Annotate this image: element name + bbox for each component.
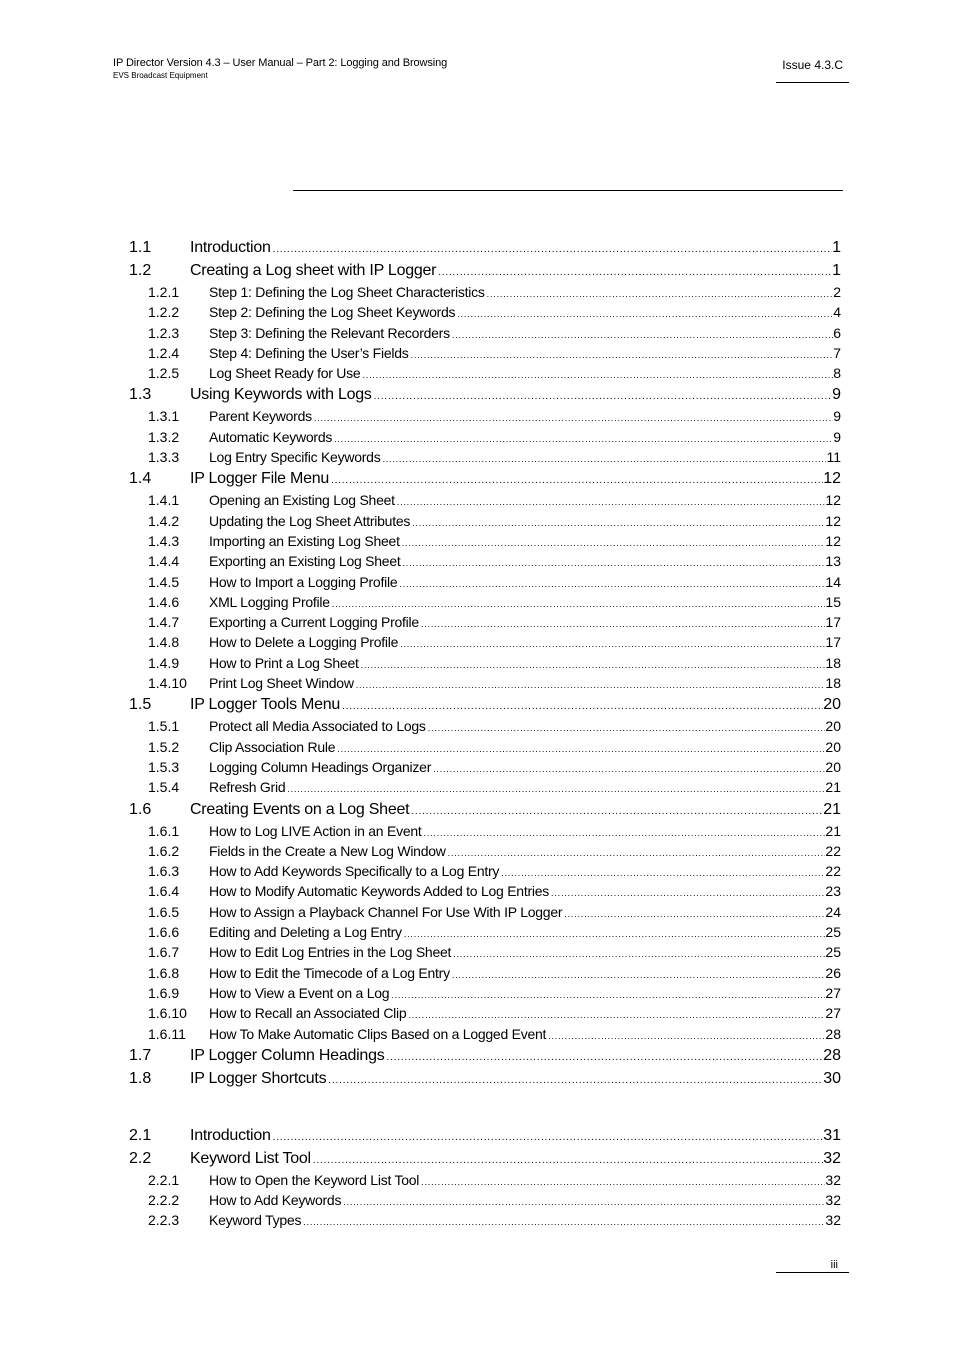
toc-entry-number: 1.6.10 bbox=[148, 1005, 187, 1022]
toc-entry[interactable] bbox=[129, 406, 841, 426]
toc-entry-title[interactable]: How to Delete a Logging Profile bbox=[209, 634, 399, 651]
toc-entry-number: 1.4.8 bbox=[148, 634, 180, 651]
toc-dot-leader bbox=[359, 655, 826, 675]
toc-dot-leader bbox=[354, 675, 826, 695]
toc-dot-leader bbox=[485, 284, 834, 304]
toc-entry-page[interactable]: 7 bbox=[833, 344, 841, 361]
toc-entry-title[interactable]: Editing and Deleting a Log Entry bbox=[209, 924, 402, 941]
toc-entry-title[interactable]: Automatic Keywords bbox=[209, 428, 333, 445]
toc-entry-title[interactable]: How to Add Keywords bbox=[209, 1192, 342, 1209]
toc-dot-leader bbox=[426, 718, 826, 738]
toc-entry-title[interactable]: IP Logger File Menu bbox=[190, 470, 330, 488]
toc-entry[interactable] bbox=[129, 632, 841, 652]
toc-dot-leader bbox=[330, 594, 826, 614]
section-divider bbox=[293, 190, 843, 191]
toc-entry-number: 2.2.3 bbox=[148, 1212, 180, 1229]
toc-dot-leader bbox=[335, 739, 825, 759]
toc-entry[interactable] bbox=[129, 693, 841, 716]
toc-entry[interactable] bbox=[129, 777, 841, 797]
toc-entry-number: 1.8 bbox=[129, 1069, 152, 1087]
toc-entry[interactable] bbox=[129, 572, 841, 592]
toc-entry-title[interactable]: How To Make Automatic Clips Based on a Logged Event bbox=[209, 1025, 547, 1042]
toc-dot-leader bbox=[562, 904, 825, 924]
toc-entry[interactable] bbox=[129, 302, 841, 322]
toc-dot-leader bbox=[395, 492, 826, 512]
toc-entry-number: 1.4.2 bbox=[148, 512, 180, 529]
toc-entry[interactable] bbox=[129, 673, 841, 693]
toc-entry-page[interactable]: 20 bbox=[823, 696, 841, 714]
toc-entry-title[interactable]: Opening an Existing Log Sheet bbox=[209, 492, 395, 509]
toc-entry-number: 1.6.7 bbox=[148, 944, 180, 961]
toc-entry-page[interactable]: 32 bbox=[825, 1192, 841, 1209]
toc-entry[interactable] bbox=[129, 363, 841, 383]
toc-dot-leader bbox=[384, 1046, 823, 1069]
toc-dot-leader bbox=[380, 449, 826, 469]
toc-dot-leader bbox=[450, 965, 826, 985]
toc-entry[interactable] bbox=[129, 653, 841, 673]
toc-dot-leader bbox=[372, 385, 832, 408]
toc-dot-leader bbox=[402, 924, 826, 944]
toc-dot-leader bbox=[546, 1026, 825, 1046]
toc-entry-page[interactable]: 22 bbox=[825, 863, 841, 880]
toc-entry-page[interactable]: 2 bbox=[833, 284, 841, 300]
toc-entry-title[interactable]: How to Assign a Playback Channel For Use With IP Logger bbox=[209, 903, 563, 920]
toc-entry-number: 1.4.10 bbox=[148, 675, 187, 692]
toc-entry-page[interactable]: 9 bbox=[832, 386, 841, 404]
toc-entry-page[interactable]: 27 bbox=[825, 1005, 841, 1022]
toc-entry-page[interactable]: 27 bbox=[825, 984, 841, 1001]
toc-dot-leader bbox=[455, 304, 833, 324]
toc-entry-page[interactable]: 31 bbox=[823, 1126, 841, 1144]
toc-dot-leader bbox=[410, 513, 825, 533]
toc-entry[interactable] bbox=[129, 983, 841, 1003]
toc-dot-leader bbox=[431, 759, 825, 779]
toc-dot-leader bbox=[332, 429, 833, 449]
toc-entry-page[interactable]: 32 bbox=[823, 1149, 841, 1167]
toc-entry-title[interactable]: Clip Association Rule bbox=[209, 738, 336, 755]
toc-entry-title[interactable]: Refresh Grid bbox=[209, 779, 286, 796]
toc-entry-page[interactable]: 20 bbox=[825, 718, 841, 735]
toc-entry[interactable] bbox=[129, 963, 841, 983]
toc-entry-page[interactable]: 4 bbox=[833, 304, 841, 321]
toc-dot-leader bbox=[409, 800, 823, 823]
toc-entry-number: 1.3 bbox=[129, 386, 152, 404]
toc-dot-leader bbox=[326, 1069, 823, 1092]
toc-entry-title[interactable]: Creating a Log sheet with IP Logger bbox=[190, 262, 437, 279]
toc-entry-page[interactable]: 17 bbox=[825, 634, 841, 651]
toc-entry-page[interactable]: 23 bbox=[825, 883, 841, 900]
table-of-contents bbox=[129, 236, 841, 1231]
toc-dot-leader bbox=[419, 1172, 825, 1192]
toc-entry-number: 1.5 bbox=[129, 696, 152, 714]
toc-entry-page[interactable]: 25 bbox=[825, 924, 841, 941]
toc-entry-title[interactable]: IP Logger Tools Menu bbox=[190, 696, 341, 714]
toc-entry-number: 1.4 bbox=[129, 470, 152, 488]
toc-entry[interactable] bbox=[129, 1044, 841, 1067]
toc-entry-title[interactable]: IP Logger Column Headings bbox=[190, 1046, 385, 1064]
toc-entry[interactable] bbox=[129, 531, 841, 551]
toc-dot-leader bbox=[311, 1149, 823, 1172]
toc-entry-page[interactable]: 28 bbox=[825, 1025, 841, 1042]
toc-dot-leader bbox=[422, 823, 826, 843]
toc-entry-page[interactable]: 12 bbox=[825, 532, 841, 549]
toc-entry-number: 1.5.4 bbox=[148, 779, 180, 796]
toc-entry-title[interactable]: How to Import a Logging Profile bbox=[209, 573, 398, 590]
toc-entry-number: 1.5.1 bbox=[148, 718, 180, 735]
toc-entry[interactable] bbox=[129, 1067, 841, 1090]
toc-entry-number: 1.3.1 bbox=[148, 408, 180, 425]
toc-dot-leader bbox=[401, 553, 826, 573]
toc-entry-title[interactable]: Step 1: Defining the Log Sheet Characteristics bbox=[209, 284, 485, 300]
toc-entry[interactable] bbox=[129, 1003, 841, 1023]
toc-entry-page[interactable]: 22 bbox=[825, 842, 841, 859]
toc-dot-leader bbox=[312, 408, 833, 428]
toc-entry[interactable] bbox=[129, 511, 841, 531]
toc-entry-page[interactable]: 12 bbox=[825, 512, 841, 529]
toc-entry-number: 1.5.2 bbox=[148, 738, 180, 755]
footer-divider bbox=[776, 1272, 849, 1273]
toc-entry[interactable] bbox=[129, 1124, 841, 1147]
toc-dot-leader bbox=[301, 1212, 825, 1232]
toc-dot-leader bbox=[549, 883, 825, 903]
toc-entry-number: 1.6.2 bbox=[148, 842, 180, 859]
toc-entry-number: 1.2.2 bbox=[148, 304, 180, 321]
toc-dot-leader bbox=[389, 985, 825, 1005]
toc-entry-page[interactable]: 25 bbox=[825, 944, 841, 961]
toc-entry[interactable] bbox=[129, 1024, 841, 1044]
running-header bbox=[113, 57, 447, 81]
header-company: EVS Broadcast Equipment bbox=[113, 71, 208, 80]
toc-entry-page[interactable]: 21 bbox=[823, 800, 841, 818]
toc-entry-title[interactable]: How to Recall an Associated Clip bbox=[209, 1005, 407, 1022]
toc-entry-title[interactable]: Exporting a Current Logging Profile bbox=[209, 614, 419, 631]
toc-entry[interactable] bbox=[129, 343, 841, 363]
toc-dot-leader bbox=[397, 574, 825, 594]
toc-dot-leader bbox=[329, 469, 823, 492]
toc-entry-page[interactable]: 1 bbox=[832, 262, 841, 279]
toc-entry-title[interactable]: Using Keywords with Logs bbox=[190, 386, 372, 404]
toc-entry-number: 1.4.1 bbox=[148, 492, 180, 509]
toc-entry-title[interactable]: How to Add Keywords Specifically to a Log Entry bbox=[209, 863, 500, 880]
toc-entry-number: 1.6.9 bbox=[148, 984, 180, 1001]
toc-entry-page[interactable]: 32 bbox=[825, 1171, 841, 1188]
toc-entry-title[interactable]: Log Sheet Ready for Use bbox=[209, 365, 361, 382]
toc-entry-title[interactable]: Introduction bbox=[190, 1126, 271, 1144]
toc-entry-page[interactable]: 8 bbox=[833, 365, 841, 382]
toc-entry-title[interactable]: How to Modify Automatic Keywords Added to Log Entries bbox=[209, 883, 550, 900]
toc-entry[interactable] bbox=[129, 861, 841, 881]
toc-entry-title[interactable]: Exporting an Existing Log Sheet bbox=[209, 553, 401, 570]
toc-entry-page[interactable]: 1 bbox=[832, 239, 841, 256]
header-issue: Issue 4.3.C bbox=[782, 58, 843, 72]
toc-entry[interactable] bbox=[129, 757, 841, 777]
toc-entry-title[interactable]: Introduction bbox=[190, 239, 271, 256]
toc-entry-number: 1.4.4 bbox=[148, 553, 180, 570]
toc-entry-number: 2.2.2 bbox=[148, 1192, 180, 1209]
toc-entry[interactable] bbox=[129, 821, 841, 841]
toc-entry-page[interactable]: 30 bbox=[823, 1069, 841, 1087]
toc-entry-number: 1.4.5 bbox=[148, 573, 180, 590]
toc-entry-number: 1.6.3 bbox=[148, 863, 180, 880]
toc-entry-page[interactable]: 13 bbox=[825, 553, 841, 570]
toc-entry-title[interactable]: How to Edit Log Entries in the Log Sheet bbox=[209, 944, 452, 961]
toc-entry-page[interactable]: 9 bbox=[833, 428, 841, 445]
toc-dot-leader bbox=[340, 695, 823, 718]
toc-entry-title[interactable]: How to Print a Log Sheet bbox=[209, 654, 359, 671]
toc-dot-leader bbox=[446, 843, 826, 863]
toc-entry-number: 1.2.5 bbox=[148, 365, 180, 382]
toc-entry[interactable] bbox=[129, 467, 841, 490]
toc-dot-leader bbox=[499, 863, 825, 883]
toc-entry-title[interactable]: How to Edit the Timecode of a Log Entry bbox=[209, 964, 450, 981]
toc-entry-number: 1.2.3 bbox=[148, 324, 180, 341]
toc-entry[interactable] bbox=[129, 942, 841, 962]
toc-entry-page[interactable]: 21 bbox=[825, 779, 841, 796]
toc-entry[interactable] bbox=[129, 1147, 841, 1170]
toc-entry-title[interactable]: How to Log LIVE Action in an Event bbox=[209, 822, 422, 839]
toc-entry-number: 1.7 bbox=[129, 1046, 152, 1064]
toc-entry-number: 1.6.11 bbox=[148, 1025, 186, 1042]
toc-entry[interactable] bbox=[129, 922, 841, 942]
toc-entry-page[interactable]: 14 bbox=[825, 573, 841, 590]
toc-entry-title[interactable]: Keyword List Tool bbox=[190, 1149, 311, 1167]
toc-entry[interactable] bbox=[129, 282, 841, 302]
toc-entry[interactable] bbox=[129, 902, 841, 922]
toc-entry-number: 1.4.9 bbox=[148, 654, 180, 671]
toc-entry[interactable] bbox=[129, 1210, 841, 1230]
toc-entry-title[interactable]: Importing an Existing Log Sheet bbox=[209, 532, 400, 549]
toc-entry[interactable] bbox=[129, 881, 841, 901]
toc-entry-page[interactable]: 32 bbox=[825, 1212, 841, 1229]
toc-dot-leader bbox=[409, 345, 834, 365]
toc-entry[interactable] bbox=[129, 1190, 841, 1210]
toc-entry-number: 1.4.7 bbox=[148, 614, 180, 631]
toc-entry-page[interactable]: 24 bbox=[825, 903, 841, 920]
toc-entry-title[interactable]: Fields in the Create a New Log Window bbox=[209, 842, 446, 859]
toc-entry-page[interactable]: 21 bbox=[825, 822, 841, 839]
toc-entry-number: 1.3.2 bbox=[148, 428, 180, 445]
toc-entry-page[interactable]: 15 bbox=[825, 593, 841, 610]
toc-entry-title[interactable]: Step 4: Defining the User’s Fields bbox=[209, 344, 409, 361]
footer-page-number: iii bbox=[830, 1259, 838, 1271]
toc-entry-title[interactable]: Updating the Log Sheet Attributes bbox=[209, 512, 411, 529]
toc-entry-page[interactable]: 12 bbox=[825, 492, 841, 509]
toc-entry-title[interactable]: XML Logging Profile bbox=[209, 593, 330, 610]
toc-entry-page[interactable]: 11 bbox=[826, 449, 841, 466]
toc-dot-leader bbox=[341, 1192, 825, 1212]
toc-dot-leader bbox=[451, 944, 825, 964]
toc-entry[interactable] bbox=[129, 427, 841, 447]
toc-entry-number: 1.5.3 bbox=[148, 758, 180, 775]
toc-entry-page[interactable]: 20 bbox=[825, 758, 841, 775]
toc-dot-leader bbox=[285, 779, 825, 799]
toc-entry[interactable] bbox=[129, 612, 841, 632]
toc-entry-title[interactable]: Step 2: Defining the Log Sheet Keywords bbox=[209, 304, 456, 321]
toc-entry-title[interactable]: Creating Events on a Log Sheet bbox=[190, 800, 410, 818]
toc-entry[interactable] bbox=[129, 383, 841, 406]
toc-entry-title[interactable]: Logging Column Headings Organizer bbox=[209, 758, 432, 775]
toc-dot-leader bbox=[398, 634, 825, 654]
toc-entry-page[interactable]: 12 bbox=[823, 470, 841, 488]
toc-entry-number: 1.3.3 bbox=[148, 449, 180, 466]
toc-entry-title[interactable]: Step 3: Defining the Relevant Recorders bbox=[209, 324, 450, 341]
toc-entry[interactable] bbox=[129, 798, 841, 821]
toc-entry[interactable] bbox=[129, 592, 841, 612]
toc-entry-title[interactable]: Parent Keywords bbox=[209, 408, 312, 425]
toc-dot-leader bbox=[271, 1126, 824, 1149]
header-divider bbox=[776, 82, 849, 83]
toc-entry-number: 2.2.1 bbox=[148, 1171, 180, 1188]
toc-dot-leader bbox=[406, 1005, 825, 1025]
toc-entry-number: 2.2 bbox=[129, 1149, 152, 1167]
toc-entry-page[interactable]: 18 bbox=[825, 675, 841, 692]
toc-entry-title[interactable]: How to View a Event on a Log bbox=[209, 984, 390, 1001]
toc-entry-number: 2.1 bbox=[129, 1126, 152, 1144]
toc-dot-leader bbox=[400, 533, 826, 553]
toc-entry-number: 1.6 bbox=[129, 800, 152, 818]
toc-dot-leader bbox=[419, 614, 825, 634]
toc-entry-number: 1.6.5 bbox=[148, 903, 180, 920]
toc-entry-number: 1.6.1 bbox=[148, 822, 180, 839]
toc-entry-title[interactable]: Log Entry Specific Keywords bbox=[209, 449, 381, 466]
toc-entry[interactable] bbox=[129, 841, 841, 861]
toc-entry-page[interactable]: 26 bbox=[825, 964, 841, 981]
header-document-title: IP Director Version 4.3 – User Manual – Part 2: Logging and Browsing bbox=[113, 57, 448, 69]
toc-entry[interactable] bbox=[129, 490, 841, 510]
toc-entry-page[interactable]: 18 bbox=[825, 654, 841, 671]
toc-entry-title[interactable]: IP Logger Shortcuts bbox=[190, 1069, 327, 1087]
toc-entry-page[interactable]: 9 bbox=[833, 408, 841, 425]
toc-entry-number: 1.1 bbox=[129, 239, 152, 256]
toc-dot-leader bbox=[450, 325, 833, 345]
toc-entry-number: 1.2.1 bbox=[148, 284, 180, 300]
toc-entry-page[interactable]: 28 bbox=[823, 1046, 841, 1064]
toc-entry-number: 1.6.8 bbox=[148, 964, 180, 981]
toc-entry[interactable] bbox=[129, 551, 841, 571]
toc-entry[interactable] bbox=[129, 236, 841, 259]
toc-entry-title[interactable]: Keyword Types bbox=[209, 1212, 302, 1229]
toc-entry-number: 1.2.4 bbox=[148, 344, 180, 361]
toc-entry-page[interactable]: 17 bbox=[825, 614, 841, 631]
toc-entry-title[interactable]: How to Open the Keyword List Tool bbox=[209, 1171, 420, 1188]
toc-entry-number: 1.2 bbox=[129, 262, 152, 279]
toc-dot-leader bbox=[360, 365, 833, 385]
toc-dot-leader bbox=[271, 238, 832, 261]
toc-entry[interactable] bbox=[129, 323, 841, 343]
toc-entry-number: 1.6.4 bbox=[148, 883, 180, 900]
toc-entry-number: 1.4.3 bbox=[148, 532, 180, 549]
toc-entry-number: 1.4.6 bbox=[148, 593, 180, 610]
toc-entry[interactable] bbox=[129, 259, 841, 282]
toc-entry-page[interactable]: 6 bbox=[833, 324, 841, 341]
toc-entry[interactable] bbox=[129, 716, 841, 736]
toc-entry-page[interactable]: 20 bbox=[825, 738, 841, 755]
toc-entry[interactable] bbox=[129, 737, 841, 757]
toc-entry-number: 1.6.6 bbox=[148, 924, 180, 941]
toc-entry[interactable] bbox=[129, 1170, 841, 1190]
toc-dot-leader bbox=[436, 261, 832, 284]
toc-entry-title[interactable]: Print Log Sheet Window bbox=[209, 675, 354, 692]
toc-entry[interactable] bbox=[129, 447, 841, 467]
toc-entry-title[interactable]: Protect all Media Associated to Logs bbox=[209, 718, 426, 735]
